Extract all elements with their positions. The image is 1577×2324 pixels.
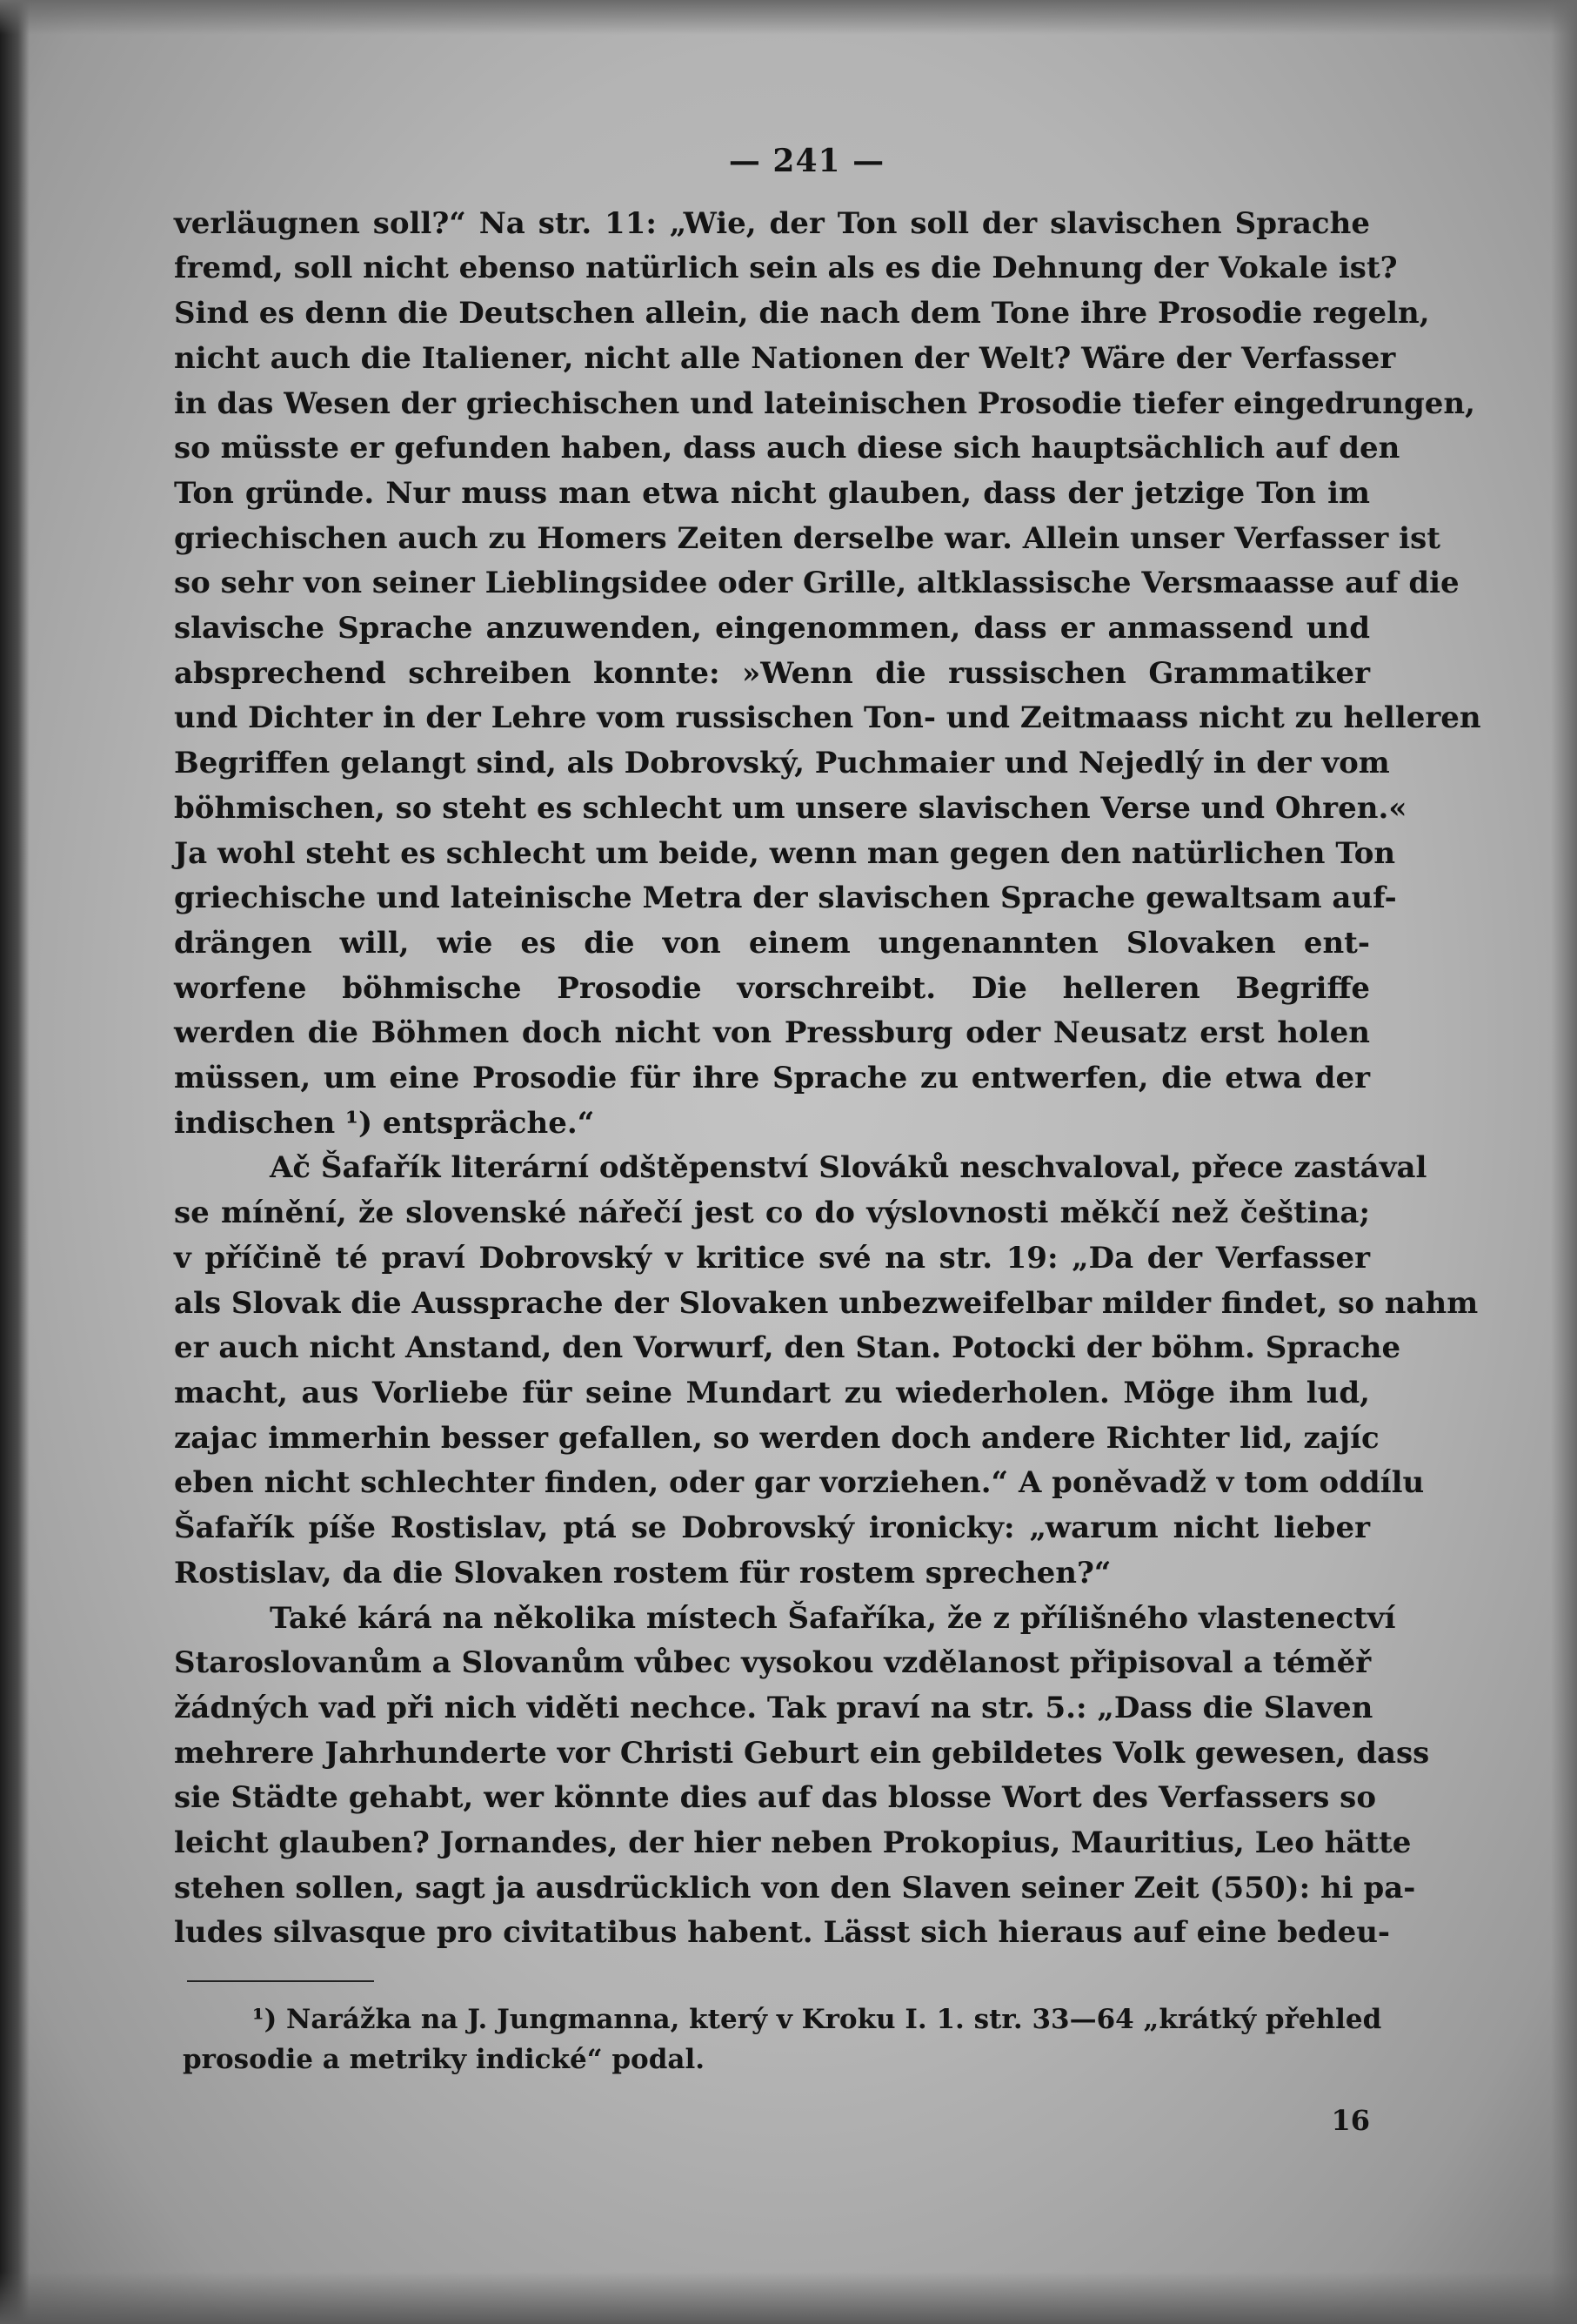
footnote-line: prosodie a metriky indické“ podal. bbox=[183, 2044, 705, 2076]
text-line: Šafařík píše Rostislav, ptá se Dobrovský ironicky: „warum nicht lieber bbox=[174, 1510, 1370, 1546]
text-line: griechischen auch zu Homers Zeiten derselbe war. Allein unser Verfasser ist bbox=[174, 520, 1440, 556]
text-line: werden die Böhmen doch nicht von Pressburg oder Neusatz erst holen bbox=[174, 1015, 1370, 1051]
text-line: Ton gründe. Nur muss man etwa nicht glauben, dass der jetzige Ton im bbox=[174, 475, 1370, 511]
text-line: mehrere Jahrhunderte vor Christi Geburt ein gebildetes Volk gewesen, dass bbox=[174, 1735, 1430, 1771]
footnote-rule bbox=[187, 1980, 374, 1982]
paragraph bbox=[174, 202, 1481, 1147]
page-number: — 241 — bbox=[728, 143, 885, 179]
text-line: nicht auch die Italiener, nicht alle Nationen der Welt? Wäre der Verfasser bbox=[174, 340, 1396, 376]
paragraph bbox=[174, 1597, 1430, 1957]
text-line: absprechend schreiben konnte: »Wenn die russischen Grammatiker bbox=[174, 655, 1370, 691]
text-line: Sind es denn die Deutschen allein, die nach dem Tone ihre Prosodie regeln, bbox=[174, 296, 1430, 332]
text-line: slavische Sprache anzuwenden, eingenommen, dass er anmassend und bbox=[174, 611, 1370, 646]
signature-mark: 16 bbox=[1331, 2104, 1370, 2138]
text-line: Rostislav, da die Slovaken rostem für rostem sprechen?“ bbox=[174, 1555, 1112, 1591]
body-text bbox=[174, 202, 1481, 1956]
footnote-line: ¹) Narážka na J. Jungmanna, který v Kroku I. 1. str. 33—64 „krátký přehled bbox=[252, 2004, 1382, 2036]
text-line: so müsste er gefunden haben, dass auch diese sich hauptsächlich auf den bbox=[174, 431, 1400, 466]
text-line: so sehr von seiner Lieblingsidee oder Grille, altklassische Versmaasse auf die bbox=[174, 566, 1460, 601]
text-line: Ja wohl steht es schlecht um beide, wenn man gegen den natürlichen Ton bbox=[174, 835, 1396, 871]
text-line: drängen will, wie es die von einem ungenannten Slovaken ent- bbox=[174, 925, 1370, 961]
text-line: worfene böhmische Prosodie vorschreibt. Die helleren Begriffe bbox=[174, 970, 1370, 1006]
text-line: griechische und lateinische Metra der slavischen Sprache gewaltsam auf- bbox=[174, 881, 1397, 916]
text-line: böhmischen, so steht es schlecht um unsere slavischen Verse und Ohren.« bbox=[174, 790, 1407, 826]
text-line: v příčině té praví Dobrovský v kritice své na str. 19: „Da der Verfasser bbox=[174, 1240, 1370, 1276]
text-line: er auch nicht Anstand, den Vorwurf, den Stan. Potocki der böhm. Sprache bbox=[174, 1330, 1401, 1366]
text-line: in das Wesen der griechischen und lateinischen Prosodie tiefer eingedrungen, bbox=[174, 385, 1475, 421]
bottom-edge-shadow bbox=[0, 2272, 1577, 2324]
text-line: als Slovak die Aussprache der Slovaken unbezweifelbar milder findet, so nahm bbox=[174, 1285, 1479, 1321]
text-line: und Dichter in der Lehre vom russischen Ton- und Zeitmaass nicht zu helleren bbox=[174, 700, 1481, 736]
text-line: Také kárá na několika místech Šafaříka, že z přílišného vlastenectví bbox=[270, 1600, 1396, 1636]
text-line: Ač Šafařík literární odštěpenství Slováků neschvaloval, přece zastával bbox=[270, 1150, 1427, 1186]
text-line: indischen ¹) entspräche.“ bbox=[174, 1105, 595, 1141]
text-line: se mínění, že slovenské nářečí jest co do výslovnosti měkčí než čeština; bbox=[174, 1195, 1370, 1231]
text-line: žádných vad při nich viděti nechce. Tak praví na str. 5.: „Dass die Slaven bbox=[174, 1690, 1373, 1725]
paragraph bbox=[174, 1146, 1479, 1596]
text-line: ludes silvasque pro civitatibus habent. Lässt sich hieraus auf eine bedeu- bbox=[174, 1915, 1391, 1951]
text-line: stehen sollen, sagt ja ausdrücklich von den Slaven seiner Zeit (550): hi pa- bbox=[174, 1870, 1416, 1905]
text-line: sie Städte gehabt, wer könnte dies auf das blosse Wort des Verfassers so bbox=[174, 1780, 1376, 1816]
text-line: zajac immerhin besser gefallen, so werden doch andere Richter lid, zajíc bbox=[174, 1420, 1380, 1456]
text-line: eben nicht schlechter finden, oder gar vorziehen.“ A poněvadž v tom oddílu bbox=[174, 1465, 1425, 1501]
text-line: fremd, soll nicht ebenso natürlich sein als es die Dehnung der Vokale ist? bbox=[174, 251, 1398, 286]
text-line: Begriffen gelangt sind, als Dobrovský, Puchmaier und Nejedlý in der vom bbox=[174, 746, 1390, 781]
top-edge-shadow bbox=[0, 0, 1577, 35]
text-line: Staroslovanům a Slovanům vůbec vysokou vzdělanost připisoval a téměř bbox=[174, 1645, 1372, 1681]
text-line: müssen, um eine Prosodie für ihre Sprache zu entwerfen, die etwa der bbox=[174, 1061, 1370, 1096]
binding-shadow bbox=[0, 0, 30, 2324]
text-line: verläugnen soll?“ Na str. 11: „Wie, der Ton soll der slavischen Sprache bbox=[174, 205, 1370, 241]
text-line: leicht glauben? Jornandes, der hier neben Prokopius, Mauritius, Leo hätte bbox=[174, 1825, 1412, 1861]
page-text-block bbox=[174, 139, 1481, 2144]
footnote bbox=[183, 1999, 1382, 2080]
text-line: macht, aus Vorliebe für seine Mundart zu wiederholen. Möge ihm lud, bbox=[174, 1375, 1370, 1410]
right-edge-shadow bbox=[1551, 0, 1577, 2324]
